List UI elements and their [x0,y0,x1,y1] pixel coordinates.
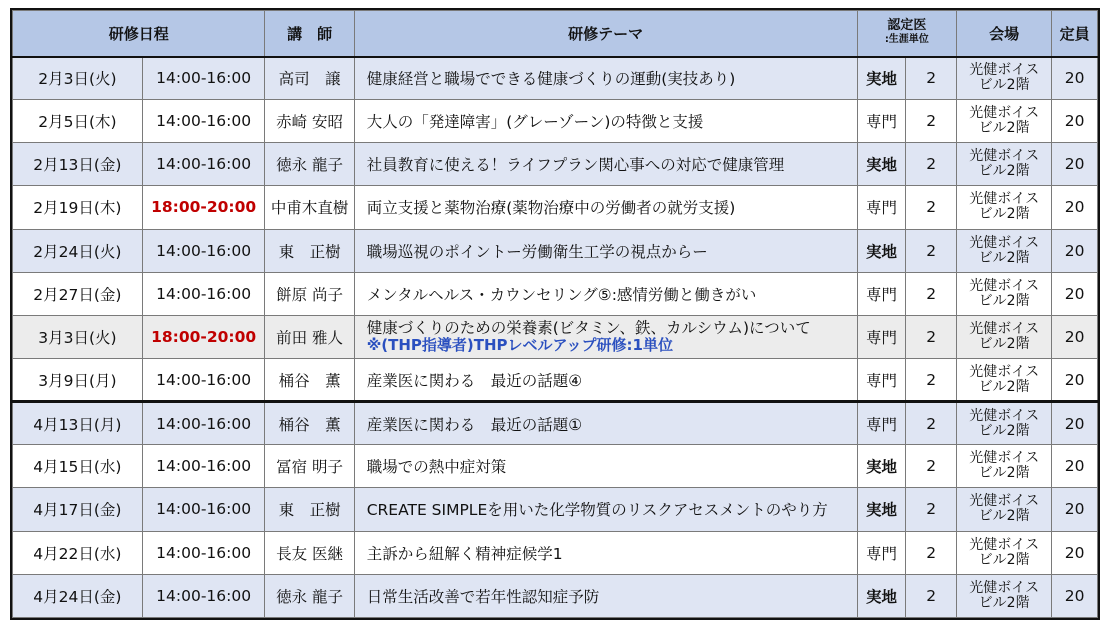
training-type-cell: 実地 [857,143,906,186]
lecturer-cell: 前田 雅人 [265,315,354,358]
theme-cell: 日常生活改善で若年性認知症予防 [354,574,857,617]
capacity-cell: 20 [1052,272,1098,315]
time-cell: 14:00-16:00 [142,229,265,272]
header-venue: 会場 [957,11,1052,57]
date-cell: 2月19日(木) [13,186,143,229]
date-cell: 4月15日(水) [13,445,143,488]
training-type-cell: 実地 [857,488,906,531]
venue-line-2: ビル2階 [978,249,1030,266]
header-capacity: 定員 [1052,11,1098,57]
date-cell: 3月9日(月) [13,358,143,401]
venue-line-1: 光健ボイス [969,148,1040,165]
units-cell: 2 [906,402,957,445]
venue-line-1: 光健ボイス [969,234,1040,251]
lecturer-cell: 桶谷 薫 [265,358,354,401]
lecturer-cell: 東 正樹 [265,488,354,531]
lecturer-cell: 東 正樹 [265,229,354,272]
table-row [13,143,1098,186]
units-cell: 2 [906,143,957,186]
training-type-cell: 専門 [857,100,906,143]
capacity-cell: 20 [1052,186,1098,229]
venue-line-2: ビル2階 [978,120,1030,137]
header-cert-top: 認定医 [887,18,927,34]
table-row [13,488,1098,531]
venue-cell [957,186,1052,229]
theme-cell: 産業医に関わる 最近の話題④ [354,358,857,401]
venue-cell [957,100,1052,143]
training-type-cell: 実地 [857,445,906,488]
venue-cell [957,272,1052,315]
training-schedule-table [10,8,1100,620]
venue-cell [957,57,1052,100]
table-row [13,574,1098,617]
venue-line-1: 光健ボイス [969,493,1040,510]
table-row [13,402,1098,445]
time-cell: 18:00-20:00 [142,315,265,358]
capacity-cell: 20 [1052,574,1098,617]
time-cell: 18:00-20:00 [142,186,265,229]
capacity-cell: 20 [1052,229,1098,272]
training-type-cell: 実地 [857,57,906,100]
units-cell: 2 [906,100,957,143]
date-cell: 2月13日(金) [13,143,143,186]
lecturer-cell: 徳永 龍子 [265,574,354,617]
venue-line-1: 光健ボイス [969,320,1040,337]
time-cell: 14:00-16:00 [142,445,265,488]
capacity-cell: 20 [1052,358,1098,401]
capacity-cell: 20 [1052,100,1098,143]
venue-cell [957,143,1052,186]
venue-line-1: 光健ボイス [969,450,1040,467]
training-type-cell: 専門 [857,272,906,315]
venue-cell [957,445,1052,488]
venue-line-1: 光健ボイス [969,277,1040,294]
lecturer-cell: 餅原 尚子 [265,272,354,315]
venue-line-1: 光健ボイス [969,62,1040,79]
capacity-cell: 20 [1052,402,1098,445]
lecturer-cell: 高司 譲 [265,57,354,100]
header-row [13,11,1098,57]
header-lecturer: 講 師 [265,11,354,57]
units-cell: 2 [906,445,957,488]
table-row [13,531,1098,574]
date-cell: 2月24日(火) [13,229,143,272]
table-row [13,186,1098,229]
venue-cell [957,358,1052,401]
venue-line-2: ビル2階 [978,77,1030,94]
training-type-cell: 実地 [857,574,906,617]
venue-line-2: ビル2階 [978,292,1030,309]
units-cell: 2 [906,315,957,358]
date-cell: 4月22日(水) [13,531,143,574]
time-cell: 14:00-16:00 [142,272,265,315]
venue-line-1: 光健ボイス [969,363,1040,380]
venue-cell [957,229,1052,272]
training-type-cell: 専門 [857,358,906,401]
venue-line-2: ビル2階 [978,594,1030,611]
table-row [13,229,1098,272]
training-type-cell: 専門 [857,402,906,445]
venue-line-1: 光健ボイス [969,407,1040,424]
venue-cell [957,488,1052,531]
table-row [13,272,1098,315]
time-cell: 14:00-16:00 [142,143,265,186]
training-type-cell: 実地 [857,229,906,272]
training-type-cell: 専門 [857,531,906,574]
time-cell: 14:00-16:00 [142,100,265,143]
schedule-table [12,10,1098,618]
units-cell: 2 [906,229,957,272]
theme-cell: 健康経営と職場でできる健康づくりの運動(実技あり) [354,57,857,100]
date-cell: 2月5日(木) [13,100,143,143]
header-theme: 研修テーマ [354,11,857,57]
time-cell: 14:00-16:00 [142,57,265,100]
theme-cell: 両立支援と薬物治療(薬物治療中の労働者の就労支援) [354,186,857,229]
lecturer-cell: 中甫木直樹 [265,186,354,229]
date-cell: 3月3日(火) [13,315,143,358]
venue-line-2: ビル2階 [978,422,1030,439]
header-schedule: 研修日程 [13,11,265,57]
theme-cell: 職場での熱中症対策 [354,445,857,488]
time-cell: 14:00-16:00 [142,574,265,617]
venue-line-1: 光健ボイス [969,191,1040,208]
capacity-cell: 20 [1052,445,1098,488]
capacity-cell: 20 [1052,315,1098,358]
header-cert-sub: :生涯単位 [884,34,929,46]
theme-note: ※(THP指導者)THPレベルアップ研修:1単位 [366,335,673,354]
time-cell: 14:00-16:00 [142,358,265,401]
lecturer-cell: 赤崎 安昭 [265,100,354,143]
venue-line-2: ビル2階 [978,206,1030,223]
date-cell: 4月17日(金) [13,488,143,531]
date-cell: 4月24日(金) [13,574,143,617]
date-cell: 4月13日(月) [13,402,143,445]
theme-cell: 大人の「発達障害」(グレーゾーン)の特徴と支援 [354,100,857,143]
units-cell: 2 [906,272,957,315]
venue-line-2: ビル2階 [978,163,1030,180]
time-cell: 14:00-16:00 [142,488,265,531]
capacity-cell: 20 [1052,531,1098,574]
theme-cell: 職場巡視のポイントー労働衛生工学の視点からー [354,229,857,272]
venue-line-2: ビル2階 [978,465,1030,482]
table-row [13,315,1098,358]
venue-line-2: ビル2階 [978,508,1030,525]
units-cell: 2 [906,574,957,617]
units-cell: 2 [906,57,957,100]
units-cell: 2 [906,488,957,531]
table-row [13,358,1098,401]
training-type-cell: 専門 [857,315,906,358]
venue-line-2: ビル2階 [978,378,1030,395]
theme-cell: メンタルヘルス・カウンセリング⑤:感情労働と働きがい [354,272,857,315]
table-row [13,445,1098,488]
table-row [13,57,1098,100]
theme-cell: 社員教育に使える！ライフプラン関心事への対応で健康管理 [354,143,857,186]
theme-cell: 主訴から紐解く精神症候学1 [354,531,857,574]
theme-cell: 産業医に関わる 最近の話題① [354,402,857,445]
units-cell: 2 [906,186,957,229]
capacity-cell: 20 [1052,57,1098,100]
venue-cell [957,531,1052,574]
venue-line-1: 光健ボイス [969,536,1040,553]
theme-cell: CREATE SIMPLEを用いた化学物質のリスクアセスメントのやり方 [354,488,857,531]
venue-cell [957,315,1052,358]
time-cell: 14:00-16:00 [142,531,265,574]
header-certification [857,11,956,57]
venue-line-2: ビル2階 [978,551,1030,568]
venue-line-1: 光健ボイス [969,579,1040,596]
venue-cell [957,402,1052,445]
lecturer-cell: 桶谷 薫 [265,402,354,445]
venue-cell [957,574,1052,617]
venue-line-2: ビル2階 [978,335,1030,352]
lecturer-cell: 冨宿 明子 [265,445,354,488]
units-cell: 2 [906,531,957,574]
training-type-cell: 専門 [857,186,906,229]
theme-cell [354,315,857,358]
theme-text: 健康づくりのための栄養素(ビタミン、鉄、カルシウム)について [366,318,811,337]
venue-line-1: 光健ボイス [969,105,1040,122]
table-row [13,100,1098,143]
date-cell: 2月27日(金) [13,272,143,315]
time-cell: 14:00-16:00 [142,402,265,445]
lecturer-cell: 徳永 龍子 [265,143,354,186]
capacity-cell: 20 [1052,143,1098,186]
lecturer-cell: 長友 医継 [265,531,354,574]
capacity-cell: 20 [1052,488,1098,531]
date-cell: 2月3日(火) [13,57,143,100]
units-cell: 2 [906,358,957,401]
